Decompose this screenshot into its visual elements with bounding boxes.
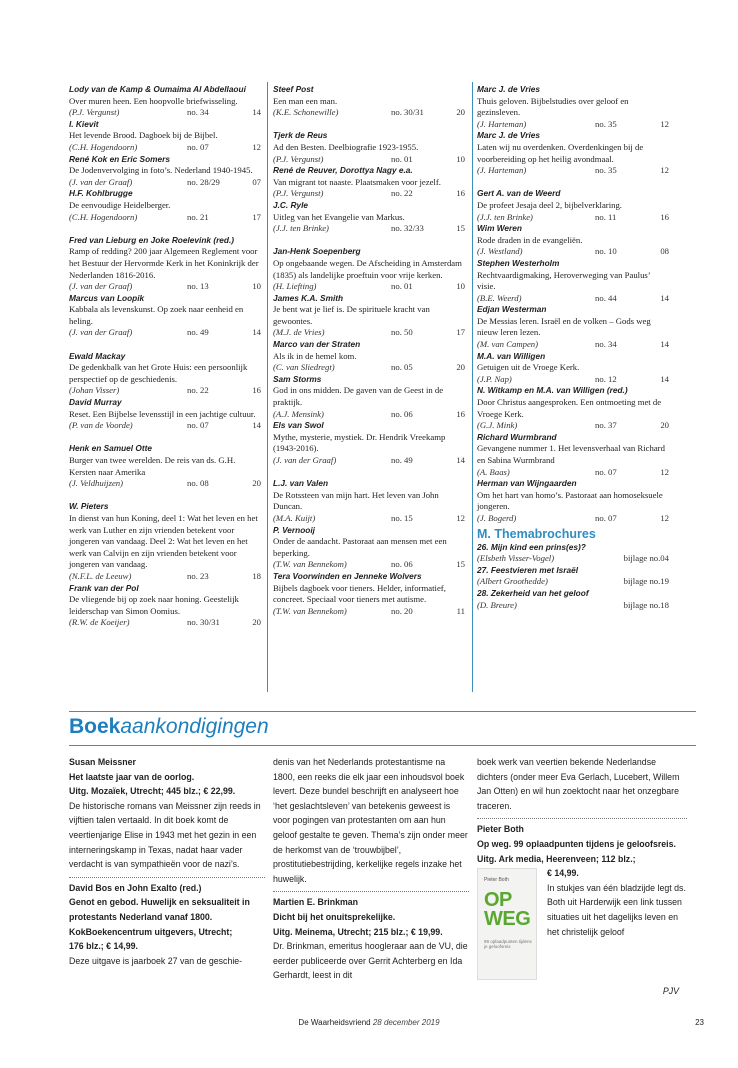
entry-spacer [69,223,261,235]
review-author: René Kok en Eric Somers [69,153,170,164]
reviewer-name: (P.J. Vergunst) [69,107,120,118]
page-ref: 15 [456,559,465,570]
review-reference [273,281,465,293]
announcement-column-1 [69,755,265,968]
reviewer-name: (P.J. Vergunst) [273,153,324,164]
book-title: Genot en gebod. Huwelijk en seksualiteit in protestants Nederland vanaf 1800. [69,897,250,922]
review-reference [69,212,261,224]
review-author: Wim Weren [477,223,522,234]
review-author: Tera Voorwinden en Jenneke Wolvers [273,570,422,581]
issue-number: no. 12 [595,373,617,384]
review-entry [477,432,669,478]
review-reference [69,385,261,397]
book-title: Het laatste jaar van de oorlog. [69,771,195,782]
review-entry [69,293,261,351]
review-entry [69,351,261,397]
reviewer-name: (T.W. van Bennekom) [273,559,347,570]
book-publisher: 176 blz.; € 14,99. [69,941,138,952]
reviewer-name: (J.J. ten Brinke) [477,211,533,222]
review-reference [477,246,669,258]
reviewer-name: (J. van der Graaf) [69,327,133,338]
review-reference [69,281,261,293]
review-author: Sam Storms [273,373,322,384]
issue-number: no. 23 [187,570,209,581]
issue-number: no. 01 [391,281,413,292]
review-reference [477,339,669,351]
reviewer-name: (J.J. ten Brinke) [273,223,329,234]
page-ref: 12 [660,512,669,523]
entry-spacer [273,467,465,479]
page-ref: 20 [660,420,669,431]
page-ref: 14 [456,455,465,465]
entry-spacer [273,119,465,131]
review-reference [273,559,465,571]
review-reference [273,606,465,618]
review-title: Door Christus aangesproken. Een ontmoeting met de Vroege Kerk. [477,397,662,419]
issue-number: no. 35 [595,165,617,176]
review-title: Over muren heen. Een hoopvolle briefwisseling. [69,95,238,106]
review-entry [273,571,465,617]
review-reference [477,165,669,177]
themabrochure-item [477,588,669,611]
themabrochure-reference [477,576,669,588]
boekaankondigingen-title: Boekaankondigingen [69,715,269,738]
page-ref: 17 [456,327,465,338]
review-reference [477,293,669,305]
review-reference [273,513,465,525]
themabrochures-heading: M. Themabrochures [477,526,596,541]
book-description: denis van het Nederlands protestantisme na 1800, een reeks die elk jaar een inhoudsvol boek levert. Deze bundel beschrijft en analyseert hoe ‘het geslachtsleven’ van betekenis geweest is voor pogingen van protestanten om aan hun geloof gestalte te geven. Thema’s zijn onder meer de herkomst van de ‘trouwbijbel’, prostitutiebestrijding, kerkelijke regels inzake het huwelijk. [273,757,468,884]
review-title: Op ongebaande wegen. De Afscheiding in Amsterdam (1835) als landelijke proeftuin voor vrije kerken. [273,257,462,280]
review-author: Jan-Henk Soepenberg [273,246,361,257]
review-entry [477,478,669,524]
page-ref: 15 [456,223,465,234]
page-ref: 14 [660,339,669,350]
cover-author: Pieter Both [484,877,509,884]
book-description: boek werk van veertien bekende Nederlandse dichters (onder meer Eva Gerlach, Lucebert, Willem Jan Otten) en wil hun zoektocht naar het onzegbare traceren. [477,757,680,811]
issue-number: no. 30/31 [391,107,424,118]
issue-number: no. 32/33 [391,223,424,234]
review-title: De profeet Jesaja deel 2, bijbelverklaring. [477,199,622,210]
reviewer-name: (P. van de Voorde) [69,420,133,431]
page-ref: 17 [252,211,261,222]
reviewer-name: (J. Harteman) [477,118,527,129]
review-entry [477,351,669,386]
issue-number: no. 35 [595,118,617,129]
themabrochure-author: (Elsbeth Visser-Vogel) [477,553,555,564]
reviewer-name: (B.E. Weerd) [477,292,522,303]
review-entry [477,304,669,350]
book-author: Martien E. Brinkman [273,897,359,908]
reviewer-name: (J. Westland) [477,246,523,257]
themabrochure-author: (Albert Groothedde) [477,576,548,587]
page-ref: 16 [456,408,465,419]
issue-number: no. 49 [187,327,209,338]
issue-number: no. 34 [187,107,209,118]
review-entry [477,223,669,258]
page-ref: 14 [252,327,261,338]
review-author: David Murray [69,397,122,408]
issue-number: no. 49 [391,455,413,465]
issue-number: no. 15 [391,512,413,523]
review-entry [477,258,669,304]
review-reference [69,571,261,583]
page-ref: 14 [660,373,669,384]
issue-number: no. 07 [187,141,209,152]
review-author: Tjerk de Reus [273,130,328,141]
dotted-divider [69,877,265,878]
issue-number: no. 44 [595,292,617,303]
issue-number: no. 07 [595,466,617,477]
issue-number: no. 28/29 [187,176,220,187]
cover-subtitle: 99 oplaadpunten tijdens je geloofsreis [484,939,532,950]
entry-spacer [69,339,261,351]
page-ref: 20 [456,362,465,373]
book-publisher: KokBoekencentrum uitgevers, Utrecht; [69,926,233,937]
announcement-column-2 [273,755,469,983]
page-ref: 12 [660,165,669,176]
page-ref: 18 [252,570,261,581]
book-title: Dicht bij het onuitsprekelijke. [273,911,396,922]
review-title: Laten wij nu overdenken. Overdenkingen bij de voorbereiding op het heilig avondmaal. [477,141,644,164]
issue-number: no. 07 [595,512,617,523]
announcement-column-3 [477,755,687,999]
review-title: Een man een man. [273,95,338,106]
review-reference [477,513,669,525]
reviewer-name: (J. van der Graaf) [273,455,337,465]
reviewer-name: (H. Liefting) [273,281,317,292]
column-divider [267,82,268,692]
reviewer-name: (J. Bogerd) [477,512,517,523]
review-title: De Rotssteen van mijn hart. Het leven van John Duncan. [273,489,439,512]
reviewer-name: (A. Baas) [477,466,510,477]
review-author: Henk en Samuel Otte [69,443,152,454]
bijlage-ref: bijlage no.18 [623,599,669,610]
reviewer-name: (J. Harteman) [477,165,527,176]
review-entry [69,84,261,119]
review-entry [273,130,465,165]
review-author: Gert A. van de Weerd [477,188,561,199]
review-author: P. Vernooij [273,524,315,535]
review-reference [69,617,261,629]
reviewer-name: (P.J. Vergunst) [273,188,324,199]
entry-spacer [273,235,465,247]
review-author: Richard Wurmbrand [477,431,557,442]
review-title: De Jodenvervolging in foto’s. Nederland 1940-1945. [69,165,253,176]
review-column-2 [273,84,465,617]
reviewer-name: (J. van der Graaf) [69,176,133,187]
review-entry [477,84,669,130]
review-title: Mythe, mysterie, mystiek. Dr. Hendrik Vreekamp (1943-2016). [273,431,446,454]
page-number: 23 [695,1018,704,1027]
review-entry [273,525,465,571]
review-author: Marc J. de Vries [477,84,541,94]
book-author: David Bos en John Exalto (red.) [69,882,202,893]
review-reference [69,478,261,490]
issue-number: no. 30/31 [187,617,220,628]
book-author: Susan Meissner [69,757,136,767]
book-cover-image [477,868,537,980]
issue-date: 28 december 2019 [372,1018,440,1027]
issue-number: no. 21 [187,211,209,222]
review-title: Gevangene nummer 1. Het levensverhaal van Richard en Sabina Wurmbrand [477,443,665,465]
review-entry [69,583,261,629]
page-ref: 10 [252,281,261,292]
review-reference [273,223,465,235]
review-reference [69,420,261,432]
book-title: Op weg. 99 oplaadpunten tijdens je geloofsreis. [477,838,676,849]
reviewer-name: (T.W. van Bennekom) [273,605,347,616]
review-author: Lody van de Kamp & Oumaima Al Abdellaoui [69,84,246,94]
review-author: Edjan Westerman [477,304,547,315]
review-column-3 [477,84,669,611]
page-ref: 10 [456,153,465,164]
review-title: Je bent wat je lief is. De spirituele kracht van gewoontes. [273,304,430,326]
review-reference [69,142,261,154]
page-ref: 16 [252,385,261,396]
review-author: Steef Post [273,84,314,94]
review-reference [273,154,465,166]
page-ref: 12 [456,512,465,523]
cover-title: OP WEG [484,889,531,931]
review-title: Rode draden in de evangeliën. [477,234,583,245]
review-entry [273,374,465,420]
review-entry [69,443,261,501]
page-ref: 07 [252,176,261,187]
review-title: Ramp of redding? 200 jaar Algemeen Reglement voor het Bestuur der Hervormde Kerk in het Koninkrijk der Nederlanden 1816-2016. [69,246,259,280]
page-ref: 14 [660,292,669,303]
reviewer-name: (A.J. Mensink) [273,408,324,419]
magazine-name: De Waarheidsvriend [298,1018,371,1027]
reviewer-name: (J. Veldhuijzen) [69,478,124,489]
review-entry [273,200,465,246]
review-title: Om het hart van homo’s. Pastoraat aan homoseksuele jongeren. [477,489,663,512]
page-ref: 20 [252,617,261,628]
book-description: De historische romans van Meissner zijn reeds in vijftien talen vertaald. In dit boek komt de veertienjarige Elise in 1943 met het gezin in een interneringskamp in Texas, nadat haar vader verdacht is van sympathieën voor de nazi’s. [69,800,261,870]
review-column-1 [69,84,261,629]
issue-number: no. 01 [391,153,413,164]
review-author: Fred van Lieburg en Joke Roelevink (red.) [69,234,235,245]
issue-number: no. 11 [595,211,617,222]
review-title: De Messias leren. Israël en de volken – Gods weg nieuw leren lezen. [477,315,651,338]
review-title: Reset. Een Bijbelse levensstijl in een jachtige cultuur. [69,408,256,419]
issue-number: no. 10 [595,246,617,257]
review-entry [69,188,261,234]
review-reference [273,107,465,119]
review-reference [477,212,669,224]
review-reference [69,107,261,119]
book-description: Deze uitgave is jaarboek 27 van de geschie- [69,955,243,966]
reviewer-name: (M.J. de Vries) [273,327,325,338]
review-entry [273,339,465,374]
review-title: Rechtvaardigmaking, Heroverweging van Paulus’ visie. [477,269,651,292]
issue-number: no. 50 [391,327,413,338]
dotted-divider [273,891,469,892]
bijlage-ref: bijlage no.19 [623,576,669,587]
review-entry [69,235,261,293]
review-author: L.J. van Valen [273,478,329,489]
review-entry [273,165,465,200]
issue-number: no. 22 [391,188,413,199]
reviewer-name: (C.H. Hogendoorn) [69,141,138,152]
review-author: I. Kievit [69,118,99,129]
review-reference [273,188,465,200]
page-ref: 12 [660,466,669,477]
themabrochure-title: 27. Feestvieren met Israël [477,564,579,575]
entry-spacer [69,432,261,444]
review-author: Frank van der Pol [69,582,139,593]
page-ref: 16 [456,188,465,199]
reviewer-name: (M.A. Kuijt) [273,512,316,523]
entry-spacer [69,490,261,502]
review-reference [477,420,669,432]
entry-spacer [477,177,669,189]
page-ref: 20 [252,478,261,489]
review-entry [273,478,465,524]
review-title: Kabbala als levenskunst. Op zoek naar eenheid en heling. [69,304,244,326]
reviewer-name: (G.J. Mink) [477,420,518,431]
review-author: M.A. van Willigen [477,350,546,361]
review-entry [273,293,465,339]
review-entry [477,130,669,188]
reviewer-name: (Johan Visser) [69,385,120,396]
review-entry [477,188,669,223]
review-entry [69,119,261,154]
review-author: Herman van Wijngaarden [477,478,577,489]
themabrochure-reference [477,600,669,612]
review-reference [273,362,465,374]
reviewer-name: (C. van Sliedregt) [273,362,335,373]
review-reference [477,119,669,131]
review-title: In dienst van hun Koning, deel 1: Wat het leven en het werk van Luther en zijn vrienden betekent voor jongeren van vandaag. Deel 2: Wat het leven en het werk van Calvijn en zijn vrienden betekent voor jongeren van vandaag. [69,512,258,570]
issue-number: no. 07 [187,420,209,431]
book-publisher: Uitg. Mozaïek, Utrecht; 445 blz.; € 22,99. [69,786,236,797]
review-title: Uitleg van het Evangelie van Markus. [273,211,405,222]
issue-number: no. 22 [187,385,209,396]
review-title: Van migrant tot naaste. Plaatsmaken voor jezelf. [273,176,441,187]
column-divider [472,82,473,692]
review-author: N. Witkamp en M.A. van Willigen (red.) [477,385,628,396]
review-author: James K.A. Smith [273,292,344,303]
review-title: Bijbels dagboek voor tieners. Helder, informatief, concreet. Speciaal voor tieners met autisme. [273,582,446,605]
reviewer-name: (J. van der Graaf) [69,281,133,292]
page-ref: 08 [660,246,669,257]
review-reference [273,455,465,467]
reviewer-name: (K.E. Schonewille) [273,107,339,118]
issue-number: no. 05 [391,362,413,373]
review-entry [477,385,669,431]
review-entry [69,154,261,189]
review-title: Ad den Besten. Deelbiografie 1923-1955. [273,141,419,152]
themabrochure-item [477,542,669,565]
review-title: Getuigen uit de Vroege Kerk. [477,362,580,373]
section-rule [69,745,696,746]
review-author: Marc J. de Vries [477,130,541,141]
page-ref: 20 [456,107,465,118]
themabrochure-title: 28. Zekerheid van het geloof [477,587,589,598]
reviewer-name: (C.H. Hogendoorn) [69,211,138,222]
issue-number: no. 37 [595,420,617,431]
review-author: Marco van der Straten [273,339,361,350]
review-author: H.F. Kohlbrugge [69,188,133,199]
themabrochure-reference [477,553,669,565]
review-title: De gedenkbalk van het Grote Huis: een persoonlijk perspectief op de geschiedenis. [69,362,248,384]
review-reference [273,409,465,421]
page-ref: 12 [660,118,669,129]
reviewer-name: (J.P. Nap) [477,373,512,384]
book-publisher: Uitg. Meinema, Utrecht; 215 blz.; € 19,99. [273,926,443,937]
review-reference [477,467,669,479]
review-author: Stephen Westerholm [477,257,560,268]
review-reference [69,327,261,339]
book-publisher: Uitg. Ark media, Heerenveen; 112 blz.; [477,853,636,864]
book-author: Pieter Both [477,824,524,835]
review-title: God in ons midden. De gaven van de Geest in de praktijk. [273,385,444,408]
review-reference [69,177,261,189]
review-reference [273,327,465,339]
review-title: Thuis geloven. Bijbelstudies over geloof en gezinsleven. [477,95,629,118]
review-author: René de Reuver, Dorottya Nagy e.a. [273,165,413,176]
reviewer-name: (R.W. de Koeijer) [69,617,130,628]
review-entry [69,397,261,443]
bijlage-ref: bijlage no.04 [623,553,669,564]
issue-number: no. 06 [391,559,413,570]
review-author: Els van Swol [273,420,324,431]
themabrochure-item [477,565,669,588]
review-title: De vliegende bij op zoek naar honing. Geestelijk leiderschap van Simon Oomius. [69,594,239,616]
review-entry [273,420,465,478]
reviewer-name: (M. van Campen) [477,339,539,350]
reviewer-name: (N.F.L. de Leeuw) [69,570,132,581]
review-entry [273,84,465,130]
author-signature: PJV [662,986,679,997]
page-ref: 16 [660,211,669,222]
themabrochure-title: 26. Mijn kind een prins(es)? [477,541,586,552]
review-author: Ewald Mackay [69,350,126,361]
review-author: J.C. Ryle [273,199,309,210]
issue-number: no. 08 [187,478,209,489]
review-title: Burger van twee werelden. De reis van ds. G.H. Kersten naar Amerika [69,455,236,477]
review-author: Marcus van Loopik [69,292,145,303]
issue-number: no. 34 [595,339,617,350]
review-entry [69,501,261,582]
book-publisher: € 14,99. [547,868,579,879]
themabrochure-author: (D. Breure) [477,599,517,610]
page-ref: 12 [252,141,261,152]
page-ref: 11 [456,605,465,616]
page-ref: 14 [252,420,261,431]
review-title: De eenvoudige Heidelberger. [69,199,171,210]
review-reference [477,374,669,386]
issue-number: no. 06 [391,408,413,419]
issue-number: no. 20 [391,605,413,616]
review-title: Het levende Brood. Dagboek bij de Bijbel. [69,130,218,141]
book-description: Dr. Brinkman, emeritus hoogleraar aan de VU, die eerder publiceerde over Gerrit Achterberg en Ida Gerhardt, leest in dit [273,941,468,981]
review-title: Als ik in de hemel kom. [273,350,357,361]
review-title: Onder de aandacht. Pastoraat aan mensen met een beperking. [273,536,447,558]
review-author: W. Pieters [69,501,109,512]
section-rule [69,711,696,712]
review-entry [273,246,465,292]
issue-number: no. 13 [187,281,209,292]
page-ref: 10 [456,281,465,292]
book-description: In stukjes van één bladzijde legt ds. Both uit Harderwijk een link tussen situaties uit het dagelijks leven en het christelijk geloof [547,882,686,937]
page-ref: 14 [252,107,261,118]
dotted-divider [477,818,687,819]
